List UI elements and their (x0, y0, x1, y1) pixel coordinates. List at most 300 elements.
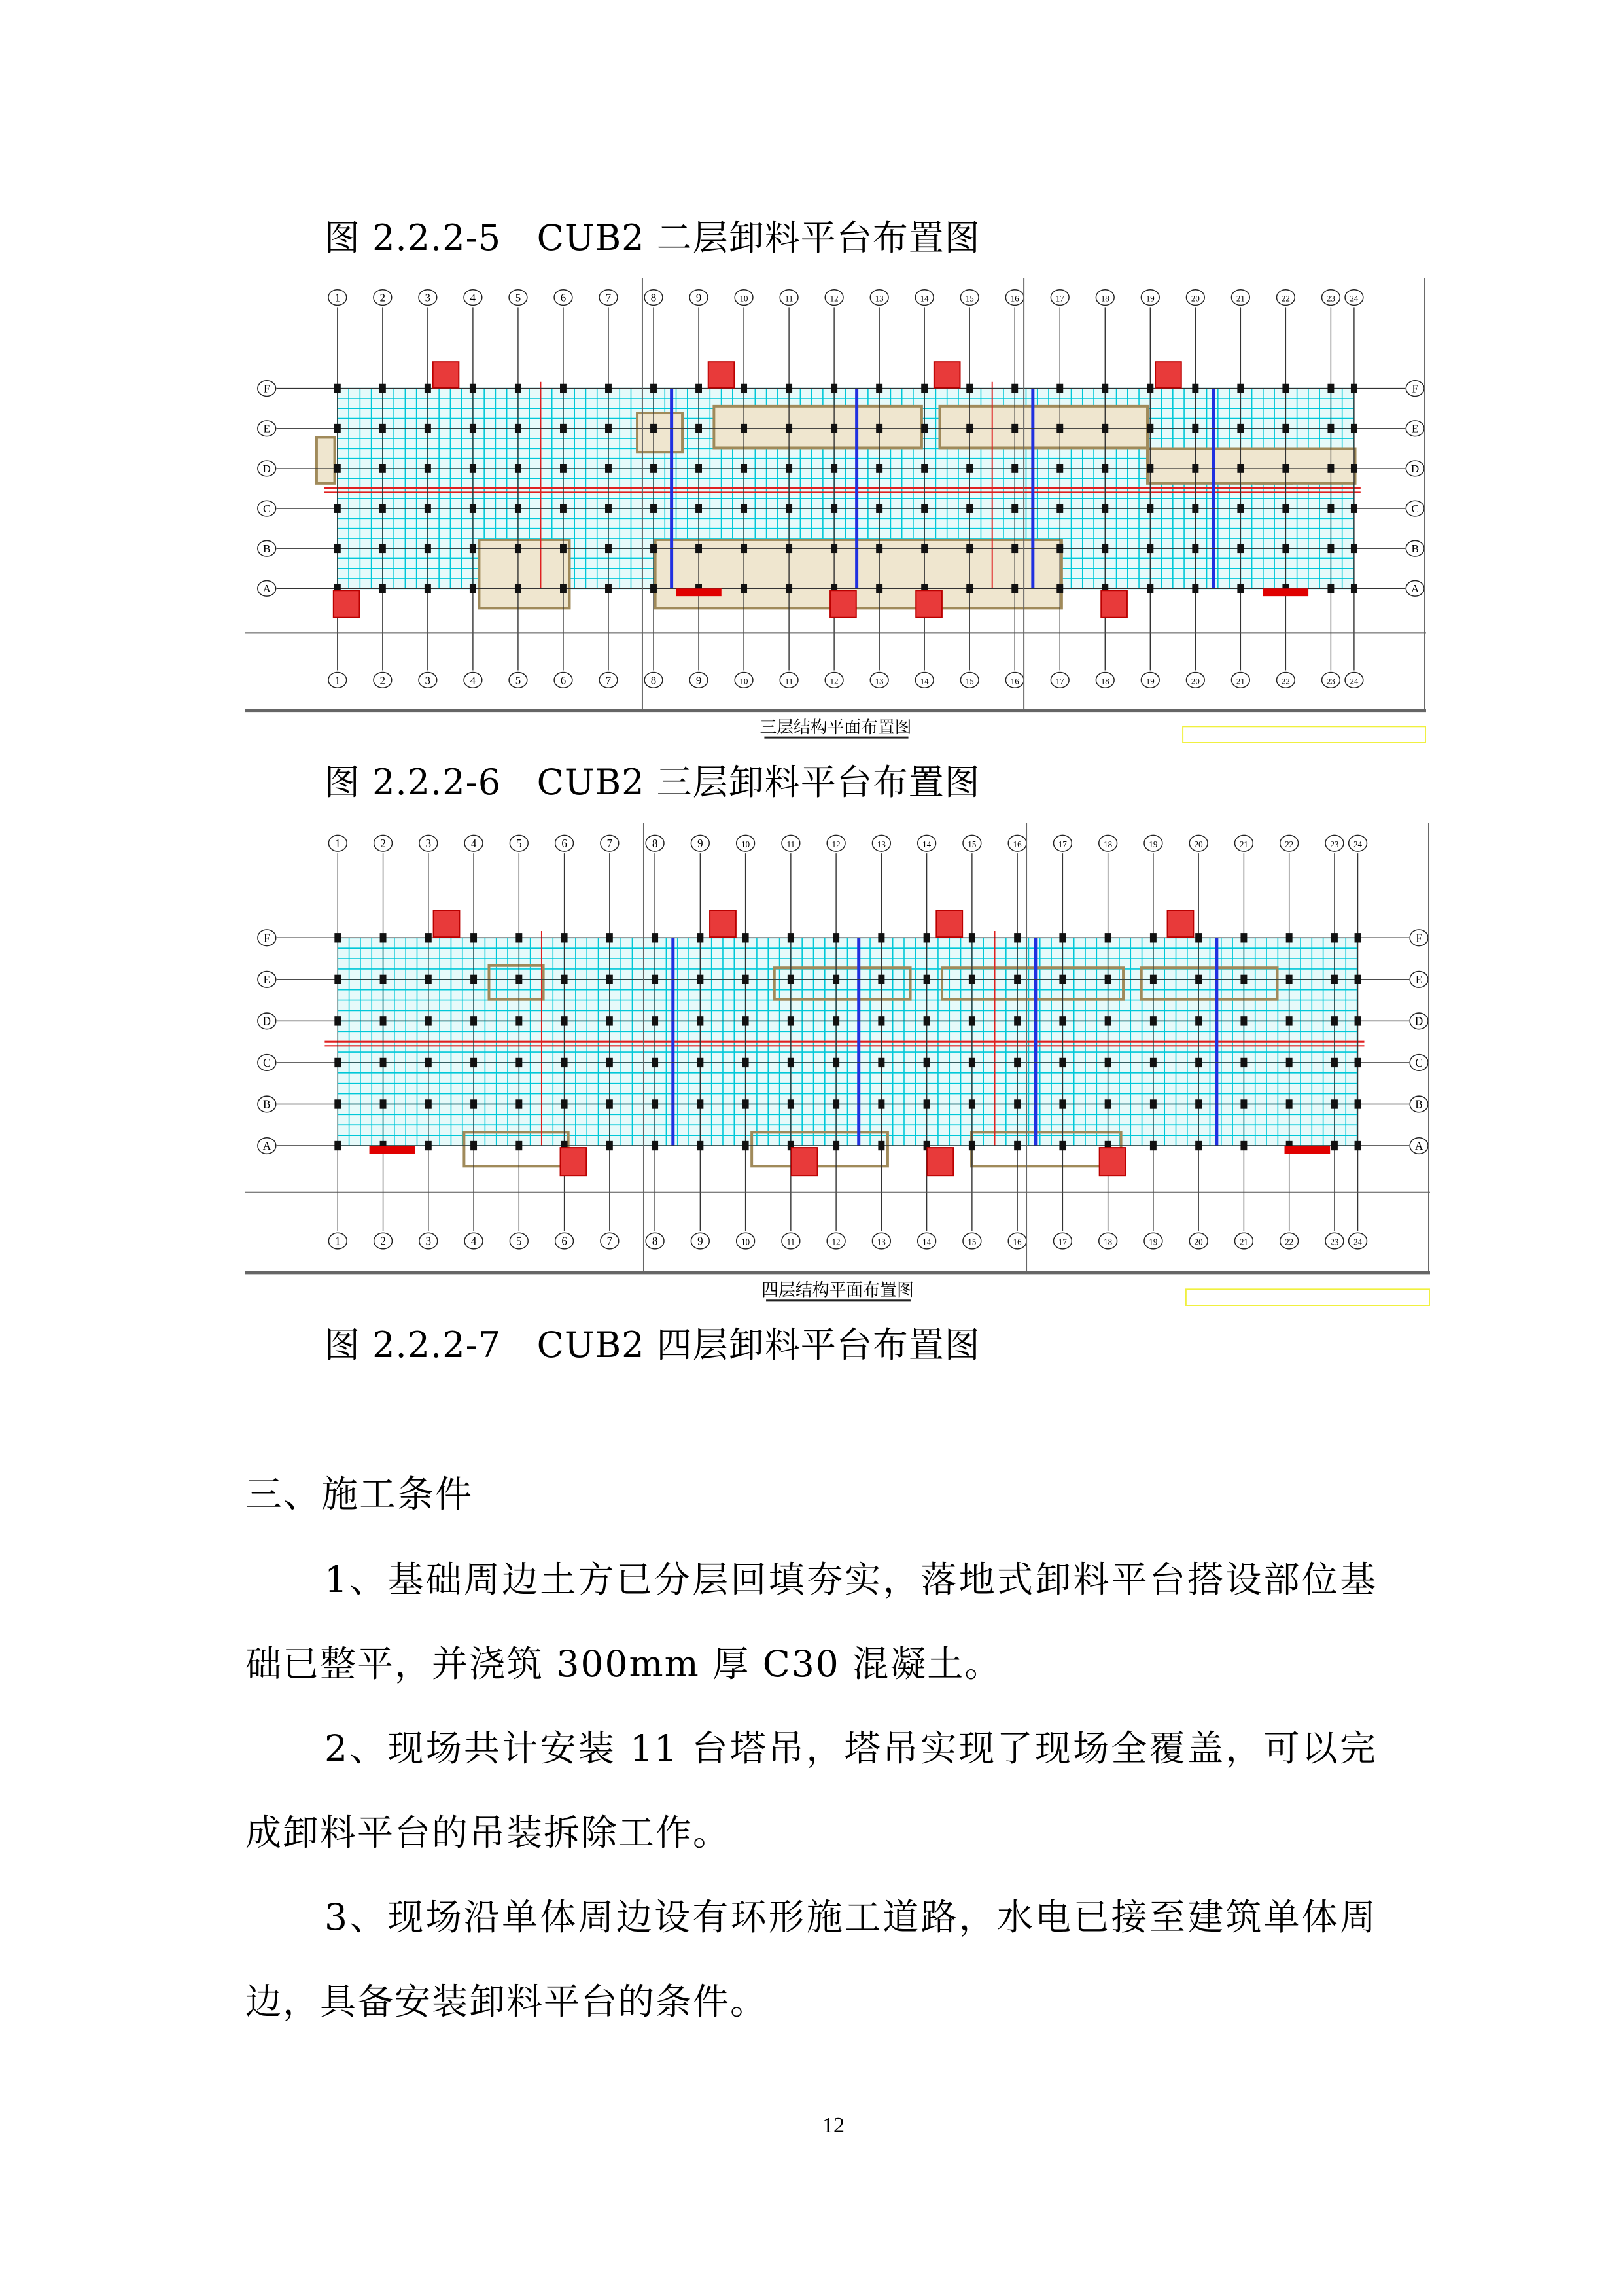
unloading-platform (334, 590, 360, 617)
figure-caption-2-2-2-6: 图 2.2.2-6 CUB2 三层卸料平台布置图 (324, 762, 981, 803)
axis-bubble-label: 23 (1326, 294, 1335, 304)
structural-column (1286, 1099, 1293, 1108)
structural-column (1282, 464, 1289, 473)
unloading-platform (792, 1148, 818, 1176)
structural-column (560, 464, 567, 473)
structural-column (1056, 504, 1063, 513)
structural-column (742, 1141, 749, 1150)
structural-column (1147, 384, 1153, 393)
structural-column (1011, 544, 1018, 553)
axis-bubble-label: 9 (697, 837, 703, 850)
axis-bubble-label: 2 (380, 1235, 386, 1248)
structural-column (1014, 1141, 1021, 1150)
structural-column (1355, 975, 1361, 984)
structural-column (425, 975, 432, 984)
structural-column (605, 424, 612, 433)
axis-bubble-label: 14 (922, 839, 932, 849)
structural-column (1282, 544, 1289, 553)
structural-column (966, 544, 973, 553)
structural-column (1147, 424, 1153, 433)
structural-column (788, 1058, 794, 1067)
axis-bubble-label: 24 (1350, 677, 1359, 686)
axis-bubble-label: 16 (1010, 677, 1019, 686)
structural-column (697, 933, 703, 942)
structural-column (1150, 1058, 1157, 1067)
axis-bubble-label: 17 (1055, 677, 1064, 686)
structural-column (1011, 384, 1018, 393)
structural-column (969, 1058, 975, 1067)
structural-column (1351, 504, 1357, 513)
structural-column (606, 933, 613, 942)
axis-bubble-label: 9 (697, 1235, 703, 1248)
structural-column (878, 1016, 884, 1025)
structural-column (742, 933, 749, 942)
structural-column (697, 1058, 703, 1067)
structural-column (425, 933, 432, 942)
structural-column (969, 1016, 975, 1025)
page-number: 12 (822, 2113, 845, 2138)
structural-column (1351, 544, 1357, 553)
structural-column (560, 544, 567, 553)
structural-column (425, 464, 431, 473)
axis-bubble-label: 12 (831, 839, 841, 849)
structural-column (515, 504, 521, 513)
axis-bubble-label: 21 (1239, 839, 1248, 849)
structural-column (380, 1016, 387, 1025)
structural-column (380, 933, 387, 942)
axis-bubble-label: 16 (1013, 839, 1022, 849)
structural-column (1355, 933, 1361, 942)
axis-bubble-label: 10 (739, 677, 748, 686)
axis-bubble-label: 23 (1330, 839, 1339, 849)
structural-column (742, 975, 749, 984)
structural-column (876, 544, 882, 553)
structural-column (876, 504, 882, 513)
structural-column (561, 1058, 568, 1067)
structural-column (969, 1099, 975, 1108)
structural-column (1195, 1016, 1202, 1025)
structural-column (334, 1016, 341, 1025)
floor-plan-svg (245, 278, 1426, 743)
unloading-platform (916, 590, 942, 617)
axis-bubble-label: 8 (650, 291, 657, 304)
structural-column (652, 1099, 658, 1108)
structural-column (1011, 424, 1018, 433)
structural-column (921, 544, 928, 553)
structural-column (1355, 1016, 1361, 1025)
axis-bubble-label: 4 (470, 837, 477, 850)
unloading-platform (1155, 362, 1181, 387)
axis-bubble-label: 1 (334, 674, 341, 687)
structural-column (379, 464, 386, 473)
axis-bubble-label: 15 (965, 294, 974, 304)
structural-column (1240, 933, 1247, 942)
structural-column (650, 384, 657, 393)
structural-column (1286, 975, 1293, 984)
structural-column (924, 1099, 930, 1108)
structural-column (605, 584, 612, 593)
axis-bubble-label: 24 (1353, 839, 1363, 849)
structural-column (334, 975, 341, 984)
structural-column (924, 975, 930, 984)
structural-column (606, 1099, 613, 1108)
axis-bubble-label: 3 (425, 291, 431, 304)
axis-bubble-label: D (262, 1015, 271, 1028)
axis-bubble-label: D (1414, 1015, 1423, 1028)
unloading-platform (1100, 1148, 1126, 1176)
structural-column (741, 384, 747, 393)
structural-column (1192, 544, 1198, 553)
axis-bubble-label: F (1416, 932, 1422, 945)
structural-column (695, 424, 702, 433)
structural-column (788, 975, 794, 984)
unloading-platform (927, 1148, 953, 1176)
axis-bubble-label: 3 (425, 837, 432, 850)
structural-column (605, 464, 612, 473)
structural-column (966, 384, 973, 393)
structural-column (1237, 504, 1244, 513)
axis-bubble-label: 3 (425, 674, 431, 687)
platform-slab (1285, 1146, 1331, 1154)
unloading-platform (1168, 910, 1194, 937)
axis-bubble-label: 8 (650, 674, 657, 687)
structural-column (1327, 504, 1334, 513)
axis-bubble-label: 6 (560, 291, 567, 304)
axis-bubble-label: E (1415, 973, 1423, 987)
axis-bubble-label: E (263, 973, 271, 987)
axis-bubble-label: 17 (1058, 839, 1067, 849)
axis-bubble-label: 5 (515, 674, 521, 687)
structural-column (425, 424, 431, 433)
structural-column (1192, 384, 1198, 393)
structural-column (379, 384, 386, 393)
structural-column (741, 424, 747, 433)
paragraph: 1、基础周边土方已分层回填夯实，落地式卸料平台搭设部位基础已整平，并浇筑 300mm 厚 C30 混凝土。 (245, 1559, 1377, 1685)
structural-column (652, 1016, 658, 1025)
structural-column (1331, 933, 1338, 942)
axis-bubble-label: 23 (1330, 1237, 1339, 1247)
structural-column (695, 464, 702, 473)
structural-column (1240, 1141, 1247, 1150)
axis-bubble-label: 17 (1055, 294, 1064, 304)
axis-bubble-label: 6 (561, 837, 567, 850)
structural-column (878, 1058, 884, 1067)
structural-column (1059, 1016, 1066, 1025)
structural-column (379, 424, 386, 433)
structural-column (924, 933, 930, 942)
structural-column (966, 424, 973, 433)
structural-column (1150, 933, 1157, 942)
axis-bubble-label: 20 (1191, 294, 1200, 304)
structural-column (786, 424, 792, 433)
structural-column (334, 1058, 341, 1067)
structural-column (1237, 384, 1244, 393)
axis-bubble-label: 18 (1100, 294, 1109, 304)
structural-column (515, 384, 521, 393)
structural-column (1195, 1141, 1202, 1150)
axis-bubble-label: A (262, 1139, 271, 1153)
structural-column (1192, 504, 1198, 513)
structural-column (1327, 464, 1334, 473)
axis-bubble-label: 1 (334, 291, 341, 304)
structural-column (921, 504, 928, 513)
drawing-title: 三层结构平面布置图 (759, 718, 912, 738)
structural-column (788, 933, 794, 942)
axis-bubble-label: 22 (1285, 1237, 1294, 1247)
structural-column (1147, 584, 1153, 593)
structural-column (1351, 424, 1357, 433)
structural-column (470, 1141, 477, 1150)
axis-bubble-label: 8 (652, 837, 658, 850)
structural-column (380, 1099, 387, 1108)
structural-column (1150, 975, 1157, 984)
axis-bubble-label: 18 (1104, 839, 1113, 849)
structural-column (966, 504, 973, 513)
axis-bubble-label: A (1414, 1139, 1423, 1153)
platform-slab (370, 1146, 415, 1154)
axis-bubble-label: C (1411, 503, 1419, 515)
axis-bubble-label: C (263, 1056, 271, 1070)
axis-bubble-label: 11 (784, 294, 794, 304)
axis-bubble-label: 4 (470, 1235, 477, 1248)
structural-column (1282, 424, 1289, 433)
structural-column (652, 1058, 658, 1067)
axis-bubble-label: 20 (1194, 1237, 1203, 1247)
structural-column (515, 1058, 522, 1067)
axis-bubble-label: 13 (877, 1237, 886, 1247)
structural-column (876, 384, 882, 393)
axis-bubble-label: 12 (829, 677, 839, 686)
axis-bubble-label: 20 (1194, 839, 1203, 849)
structural-column (650, 424, 657, 433)
structural-column (1240, 1058, 1247, 1067)
structural-column (1059, 1099, 1066, 1108)
axis-bubble-label: 8 (652, 1235, 658, 1248)
unloading-platform (434, 910, 460, 937)
structural-column (1286, 933, 1293, 942)
structural-column (878, 933, 884, 942)
structural-column (515, 933, 522, 942)
structural-column (1237, 544, 1244, 553)
axis-bubble-label: B (263, 542, 271, 556)
axis-bubble-label: E (263, 422, 270, 435)
structural-column (1351, 384, 1357, 393)
axis-bubble-label: 15 (968, 839, 977, 849)
unloading-platform (710, 910, 736, 937)
structural-column (470, 975, 477, 984)
axis-bubble-label: 13 (875, 294, 884, 304)
paragraph: 2、现场共计安装 11 台塔吊，塔吊实现了现场全覆盖，可以完成卸料平台的吊装拆除工作。 (245, 1727, 1377, 1854)
axis-bubble-label: 9 (695, 674, 702, 687)
axis-bubble-label: 10 (741, 1237, 750, 1247)
structural-column (515, 1099, 522, 1108)
structural-column (1192, 464, 1198, 473)
axis-bubble-label: 12 (829, 294, 839, 304)
structural-column (786, 384, 792, 393)
axis-bubble-label: 17 (1058, 1237, 1067, 1247)
structural-column (1195, 1058, 1202, 1067)
axis-bubble-label: 22 (1281, 294, 1290, 304)
structural-column (650, 544, 657, 553)
structural-column (1056, 464, 1063, 473)
structural-column (470, 464, 476, 473)
figure-caption-2-2-2-7: 图 2.2.2-7 CUB2 四层卸料平台布置图 (324, 1324, 981, 1366)
structural-column (606, 975, 613, 984)
structural-column (606, 1016, 613, 1025)
structural-column (1102, 384, 1108, 393)
structural-column (1102, 544, 1108, 553)
structural-column (1195, 1099, 1202, 1108)
platform-slab (1263, 588, 1308, 596)
axis-bubble-label: 1 (335, 837, 341, 850)
axis-bubble-label: 12 (831, 1237, 841, 1247)
axis-bubble-label: 21 (1236, 294, 1245, 304)
structural-column (878, 975, 884, 984)
axis-bubble-label: 4 (470, 291, 476, 304)
axis-bubble-label: 6 (560, 674, 567, 687)
structural-column (425, 1099, 432, 1108)
structural-column (1011, 584, 1018, 593)
section-heading: 三、施工条件 (245, 1474, 473, 1516)
structural-column (741, 544, 747, 553)
unloading-platform (830, 590, 856, 617)
third-floor-plan-drawing (245, 278, 1426, 743)
structural-column (1014, 933, 1021, 942)
structural-column (833, 1058, 839, 1067)
axis-bubble-label: 6 (561, 1235, 567, 1248)
axis-bubble-label: 7 (606, 837, 613, 850)
structural-column (1147, 504, 1153, 513)
axis-bubble-label: 19 (1149, 839, 1158, 849)
structural-column (1192, 424, 1198, 433)
structural-column (1282, 504, 1289, 513)
structural-column (561, 933, 568, 942)
axis-bubble-label: A (1411, 582, 1420, 595)
structural-column (380, 975, 387, 984)
structural-column (1011, 504, 1018, 513)
axis-bubble-label: 2 (380, 837, 386, 850)
structural-column (1150, 1016, 1157, 1025)
structural-column (786, 464, 792, 473)
structural-column (515, 975, 522, 984)
structural-column (560, 504, 567, 513)
structural-column (697, 1016, 703, 1025)
structural-column (1150, 1099, 1157, 1108)
structural-column (1059, 1141, 1066, 1150)
structural-column (334, 1141, 341, 1150)
structural-column (969, 933, 975, 942)
structural-column (741, 464, 747, 473)
structural-column (876, 584, 882, 593)
axis-bubble-label: 20 (1191, 677, 1200, 686)
structural-column (742, 1016, 749, 1025)
structural-column (1147, 464, 1153, 473)
structural-column (1240, 975, 1247, 984)
structural-column (831, 464, 837, 473)
structural-column (650, 584, 657, 593)
structural-column (650, 464, 657, 473)
structural-column (969, 1141, 975, 1150)
axis-bubble-label: 23 (1326, 677, 1335, 686)
structural-column (605, 504, 612, 513)
structural-column (1195, 933, 1202, 942)
axis-bubble-label: 5 (516, 1235, 522, 1248)
axis-bubble-label: 1 (335, 1235, 341, 1248)
axis-bubble-label: F (264, 382, 270, 395)
structural-column (831, 544, 837, 553)
structural-column (515, 1141, 522, 1150)
structural-column (561, 1016, 568, 1025)
structural-column (334, 1099, 341, 1108)
structural-column (425, 1141, 432, 1150)
structural-column (425, 504, 431, 513)
structural-column (515, 424, 521, 433)
structural-column (1014, 975, 1021, 984)
structural-column (742, 1099, 749, 1108)
structural-column (1102, 464, 1108, 473)
structural-column (695, 504, 702, 513)
structural-column (969, 975, 975, 984)
structural-column (1327, 544, 1334, 553)
axis-bubble-label: 18 (1100, 677, 1109, 686)
structural-column (1059, 975, 1066, 984)
axis-bubble-label: 19 (1149, 1237, 1158, 1247)
structural-column (470, 933, 477, 942)
structural-column (561, 975, 568, 984)
floor-plan-svg (245, 823, 1430, 1306)
structural-column (425, 544, 431, 553)
structural-column (1331, 1058, 1338, 1067)
structural-column (470, 424, 476, 433)
structural-column (652, 975, 658, 984)
axis-bubble-label: 3 (425, 1235, 432, 1248)
beam-outline (479, 540, 569, 608)
structural-column (1150, 1141, 1157, 1150)
axis-bubble-label: 11 (784, 677, 794, 686)
structural-column (1351, 584, 1357, 593)
structural-column (470, 1016, 477, 1025)
structural-column (1105, 933, 1111, 942)
axis-bubble-label: 15 (965, 677, 974, 686)
axis-bubble-label: 9 (695, 291, 702, 304)
structural-column (966, 464, 973, 473)
structural-column (878, 1141, 884, 1150)
structural-column (605, 544, 612, 553)
structural-column (1056, 384, 1063, 393)
structural-column (786, 584, 792, 593)
structural-column (1331, 975, 1338, 984)
axis-bubble-label: 16 (1013, 1237, 1022, 1247)
axis-bubble-label: 22 (1285, 839, 1294, 849)
structural-column (921, 384, 928, 393)
structural-column (1355, 1141, 1361, 1150)
structural-column (1237, 424, 1244, 433)
structural-column (1282, 384, 1289, 393)
structural-column (695, 544, 702, 553)
axis-bubble-label: 14 (922, 1237, 932, 1247)
axis-bubble-label: B (263, 1098, 271, 1111)
structural-column (876, 424, 882, 433)
structural-column (425, 1016, 432, 1025)
structural-column (741, 584, 747, 593)
structural-column (1237, 464, 1244, 473)
structural-column (831, 504, 837, 513)
structural-column (470, 544, 476, 553)
structural-column (1327, 584, 1334, 593)
structural-column (1011, 464, 1018, 473)
axis-bubble-label: 19 (1145, 294, 1155, 304)
structural-column (1237, 584, 1244, 593)
